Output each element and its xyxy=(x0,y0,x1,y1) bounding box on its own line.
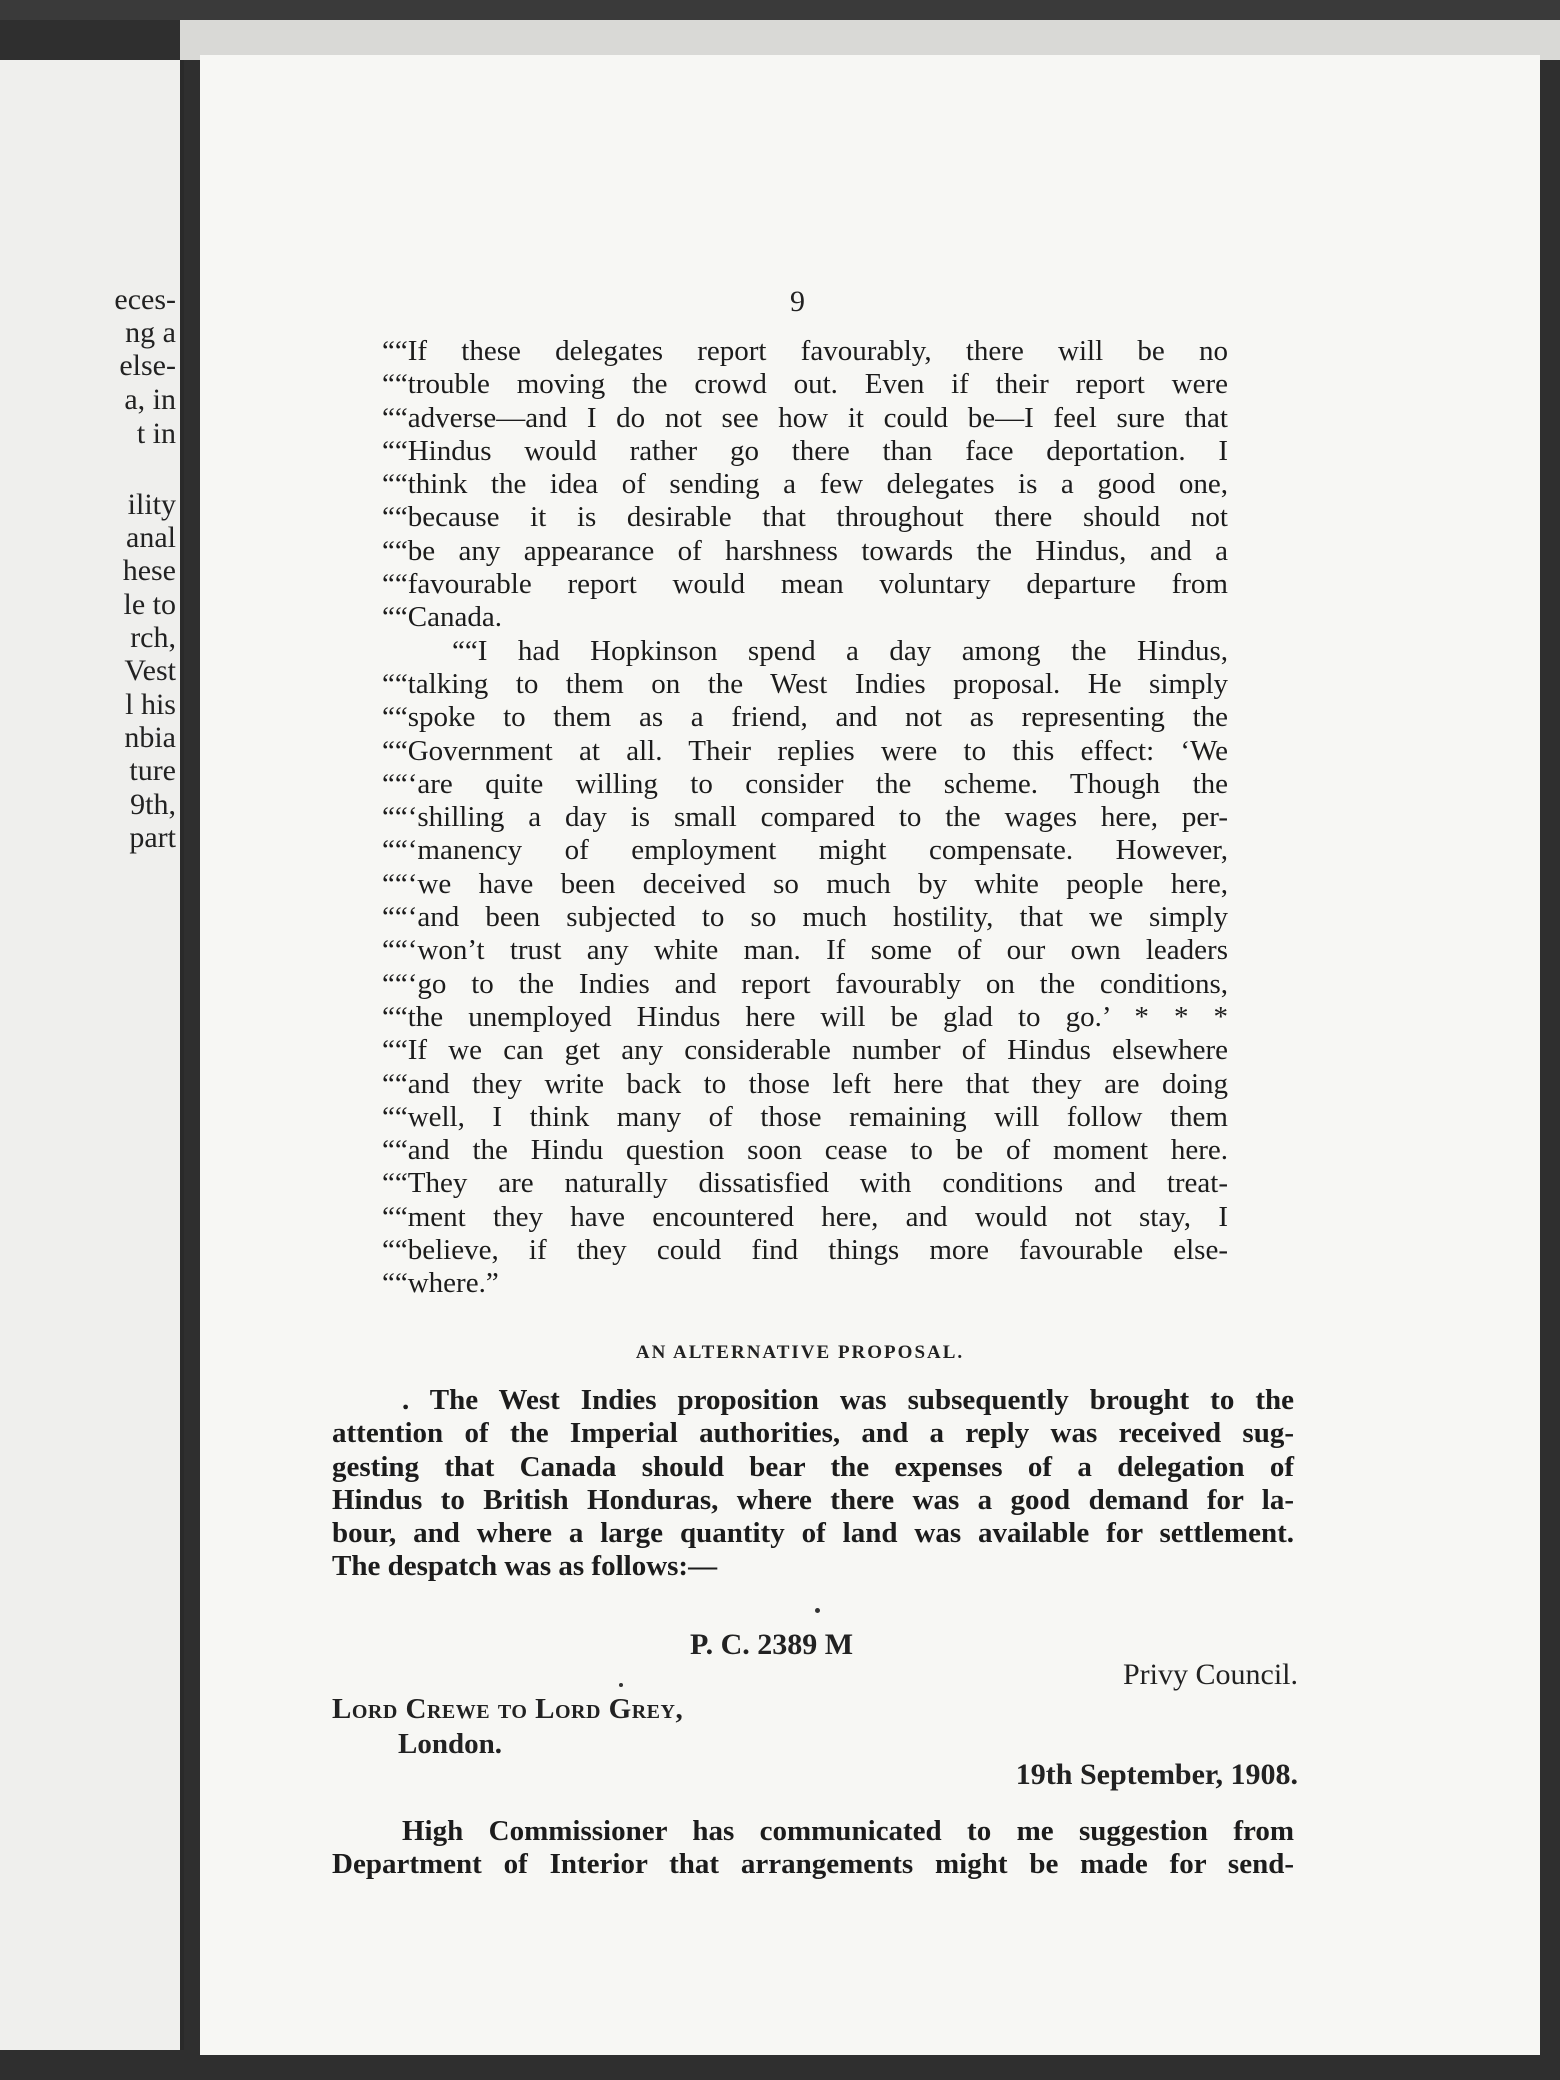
left-page-fragment: le to xyxy=(123,588,176,621)
section-heading: AN ALTERNATIVE PROPOSAL. xyxy=(635,1342,965,1363)
left-page-fragment: a, in xyxy=(124,383,176,416)
text-line: ““‘go to the Indies and report favourably on the conditions, xyxy=(382,967,1228,1000)
left-page-fragment: Vest xyxy=(124,654,176,687)
text-line: ““Hindus would rather go there than face deportation. I xyxy=(382,434,1228,467)
page-top-band xyxy=(180,20,1560,60)
text-line: ““‘we have been deceived so much by white people here, xyxy=(382,867,1228,900)
left-page-fragment: ility xyxy=(127,488,176,521)
text-line: High Commissioner has communicated to me suggestion from xyxy=(402,1815,1294,1847)
sender-line: Lord Crewe to Lord Grey, xyxy=(332,1693,684,1725)
left-page-fragment: hese xyxy=(122,554,176,587)
text-line: ““I had Hopkinson spend a day among the Hindus, xyxy=(452,634,1228,667)
text-line: ““spoke to them as a friend, and not as representing the xyxy=(382,701,1228,734)
text-line: ““favourable report would mean voluntary departure from xyxy=(382,568,1228,601)
text-line: The despatch was as follows:— xyxy=(332,1550,718,1583)
text-line: ““‘are quite willing to consider the scheme. Though the xyxy=(382,767,1228,800)
text-line: ““trouble moving the crowd out. Even if their report were xyxy=(382,368,1228,401)
date-line: 19th September, 1908. xyxy=(1015,1758,1298,1791)
scan-top-edge xyxy=(0,0,1560,20)
despatch-paragraph xyxy=(332,1815,1294,1882)
text-line: ““the unemployed Hindus here will be glad to go.’ * * * xyxy=(382,1000,1228,1033)
text-line: ““be any appearance of harshness towards the Hindus, and a xyxy=(382,534,1228,567)
text-line: ““Government at all. Their replies were to this effect: ‘We xyxy=(382,734,1228,767)
left-page-fragment: l his xyxy=(125,688,176,721)
text-line: ““and they write back to those left here that they are doing xyxy=(382,1067,1228,1100)
text-line: ““‘won’t trust any white man. If some of our own leaders xyxy=(382,934,1228,967)
text-line: Hindus to British Honduras, where there was a good demand for la- xyxy=(332,1483,1294,1516)
print-speck xyxy=(619,1683,623,1687)
text-line: ““believe, if they could find things more favourable else- xyxy=(382,1234,1228,1267)
left-page-fragment: ng a xyxy=(125,316,176,349)
text-line: ““where.” xyxy=(382,1267,499,1300)
quoted-letter xyxy=(382,335,1228,1301)
text-line: ““think the idea of sending a few delegates is a good one, xyxy=(382,468,1228,501)
text-line: ““If these delegates report favourably, there will be no xyxy=(382,335,1228,367)
left-page-fragment: else- xyxy=(119,349,176,382)
text-line: Department of Interior that arrangements might be made for send- xyxy=(332,1848,1294,1881)
text-line: ““‘manency of employment might compensate. However, xyxy=(382,834,1228,867)
place-line: London. xyxy=(398,1728,502,1760)
text-line: ““because it is desirable that throughout there should not xyxy=(382,501,1228,534)
left-page-fragment: nbia xyxy=(124,721,176,754)
left-page-fragment: eces- xyxy=(114,283,176,316)
page-number: 9 xyxy=(790,285,805,318)
text-line: ““If we can get any considerable number of Hindus elsewhere xyxy=(382,1034,1228,1067)
text-line: ““and the Hindu question soon cease to be of moment here. xyxy=(382,1134,1228,1167)
left-page-fragment: part xyxy=(129,821,176,854)
text-line: ““Canada. xyxy=(382,601,502,634)
text-line: . The West Indies proposition was subsequently brought to the xyxy=(402,1384,1294,1416)
text-line: bour, and where a large quantity of land was available for settlement. xyxy=(332,1517,1294,1550)
left-page xyxy=(0,60,184,2050)
left-page-fragment: anal xyxy=(126,521,176,554)
print-speck xyxy=(815,1608,820,1613)
left-page-fragment: t in xyxy=(136,417,176,450)
text-line: ““well, I think many of those remaining will follow them xyxy=(382,1100,1228,1133)
text-line: ““‘shilling a day is small compared to the wages here, per- xyxy=(382,801,1228,834)
alternative-proposal-paragraph xyxy=(332,1384,1294,1584)
text-line: ““They are naturally dissatisfied with conditions and treat- xyxy=(382,1167,1228,1200)
privy-council-label: Privy Council. xyxy=(1122,1658,1298,1691)
left-page-fragment: 9th, xyxy=(130,788,176,821)
text-line: ““ment they have encountered here, and would not stay, I xyxy=(382,1200,1228,1233)
text-line: ““talking to them on the West Indies proposal. He simply xyxy=(382,667,1228,700)
pc-reference: P. C. 2389 M xyxy=(690,1628,854,1661)
left-page-fragment: ture xyxy=(129,754,176,787)
text-line: ““adverse—and I do not see how it could be—I feel sure that xyxy=(382,401,1228,434)
left-page-fragment: rch, xyxy=(130,621,176,654)
text-line: ““‘and been subjected to so much hostility, that we simply xyxy=(382,901,1228,934)
text-line: gesting that Canada should bear the expenses of a delegation of xyxy=(332,1450,1294,1483)
text-line: attention of the Imperial authorities, and a reply was received sug- xyxy=(332,1417,1294,1450)
